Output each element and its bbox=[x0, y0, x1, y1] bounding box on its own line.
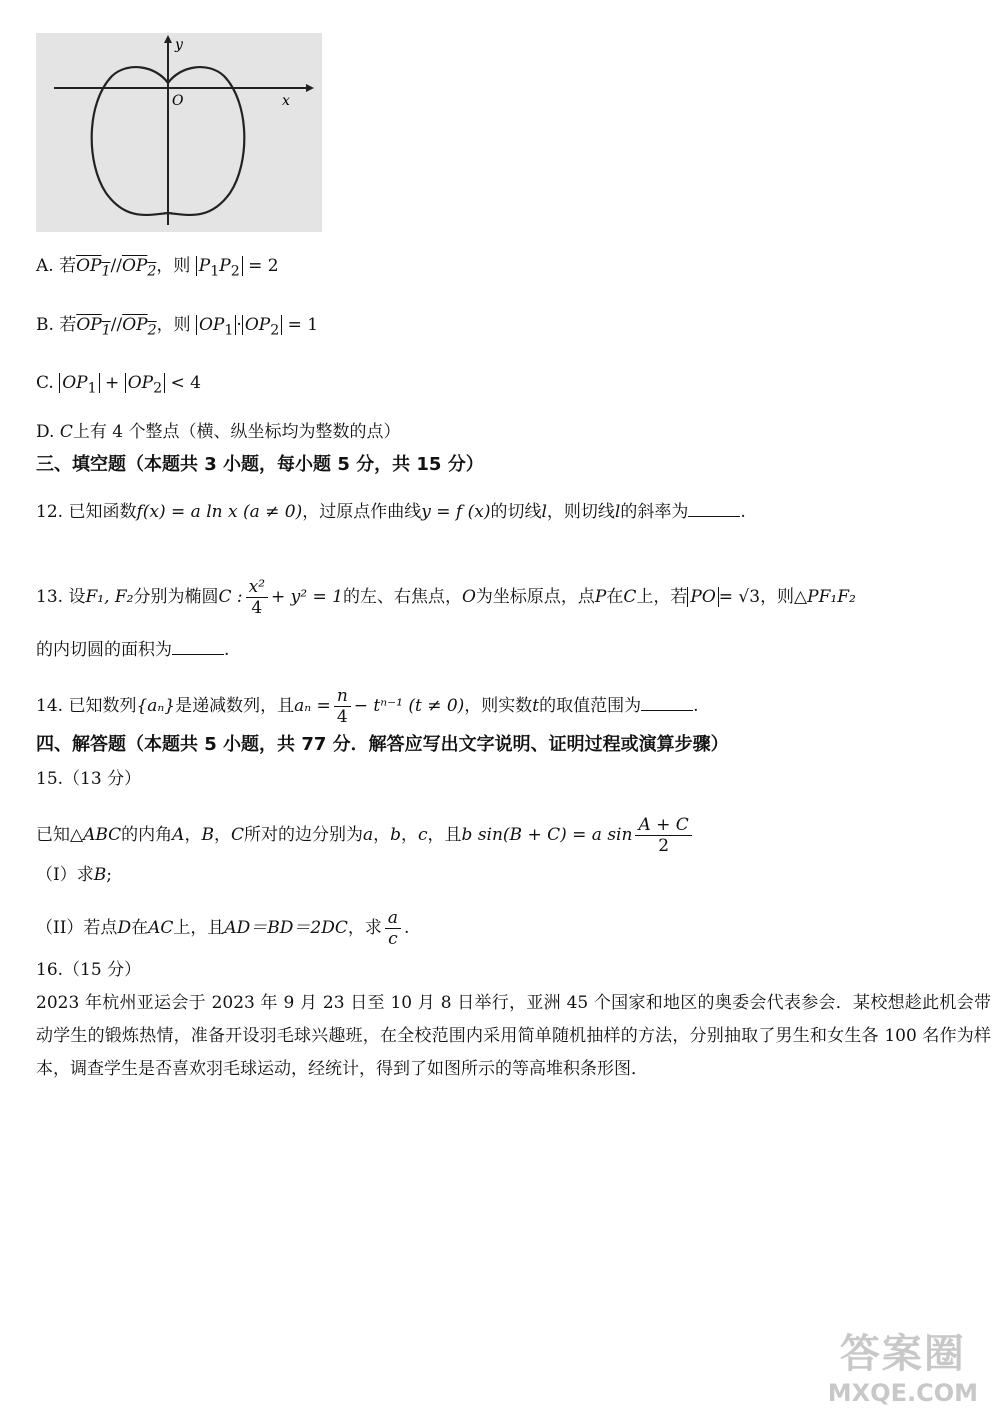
answer-blank bbox=[641, 694, 693, 711]
option-c: C. $OP_1 + OP_2 < 4$ bbox=[36, 373, 201, 397]
x-label: x bbox=[282, 93, 290, 109]
watermark-logo: 答案圈 bbox=[839, 1331, 966, 1377]
option-b: B. 若$OP_1//OP_2$，则 $OP_1 \cdot OP_2 = 1$ bbox=[36, 315, 319, 339]
y-label: y bbox=[175, 37, 183, 53]
question-16-body: 2023 年杭州亚运会于 2023 年 9 月 23 日至 10 月 8 日举行，亚洲 45 个国家和地区的奥委会代表参会．某校想趁此机会带动学生的锻炼热情，准备开设羽毛球兴趣班，在全校范围内采用简单随机抽样的方法，分别抽取了男生和女生各 100 名作为样本，调查学生是否喜欢羽毛球运动，经统计，得到了如图所示的等高堆积条形图． bbox=[36, 993, 991, 1079]
question-13: 13. 设F₁, F₂分别为椭圆C : $\frac{\text{x²}}{4}$ + y² = 1的左、右焦点，O为坐标原点，点P在C上，若 PO = √3，则△PF₁F₂ bbox=[36, 577, 856, 618]
question-12: 12. 已知函数f(x) = a ln x (a ≠ 0)，过原点作曲线y = f (x)的切线l，则切线l的斜率为 . bbox=[36, 502, 746, 522]
section4-title: 四、解答题（本题共 5 小题，共 77 分．解答应写出文字说明、证明过程或演算步骤） bbox=[36, 734, 729, 755]
watermark bbox=[828, 1322, 978, 1407]
question-14: 14. 已知数列{aₙ}是递减数列，且aₙ = $\frac{n}{4}$ − tⁿ⁻¹ (t ≠ 0)，则实数t的取值范围为 . bbox=[36, 686, 699, 727]
answer-blank bbox=[172, 638, 224, 655]
origin-label: O bbox=[172, 93, 184, 109]
question-13-line2: 的内切圆的面积为 . bbox=[36, 640, 230, 660]
option-a: A. 若$OP_1//OP_2$，则 $P_1P_2 = 2$ bbox=[36, 256, 279, 280]
question-15-header: 15.（13 分） bbox=[36, 769, 142, 789]
section3-title: 三、填空题（本题共 3 小题，每小题 5 分，共 15 分） bbox=[36, 454, 484, 475]
question-16-header: 16.（15 分） bbox=[36, 960, 142, 980]
option-d: D. C上有 4 个整点（横、纵坐标均为整数的点） bbox=[36, 422, 401, 442]
answer-blank bbox=[688, 500, 740, 517]
curve-figure bbox=[36, 33, 322, 232]
question-15-part1: （I）求B; bbox=[36, 865, 112, 885]
watermark-url: MXQE.COM bbox=[827, 1379, 978, 1407]
question-15-part2: （II）若点D在AC上，且AD＝BD＝2DC，求 $\frac{a}{c}$ . bbox=[36, 908, 410, 949]
question-15-stem: 已知△ABC的内角A，B，C所对的边分别为a，b，c，且b sin(B + C) = a sin $\frac{A + C}{2}$ bbox=[36, 815, 695, 856]
